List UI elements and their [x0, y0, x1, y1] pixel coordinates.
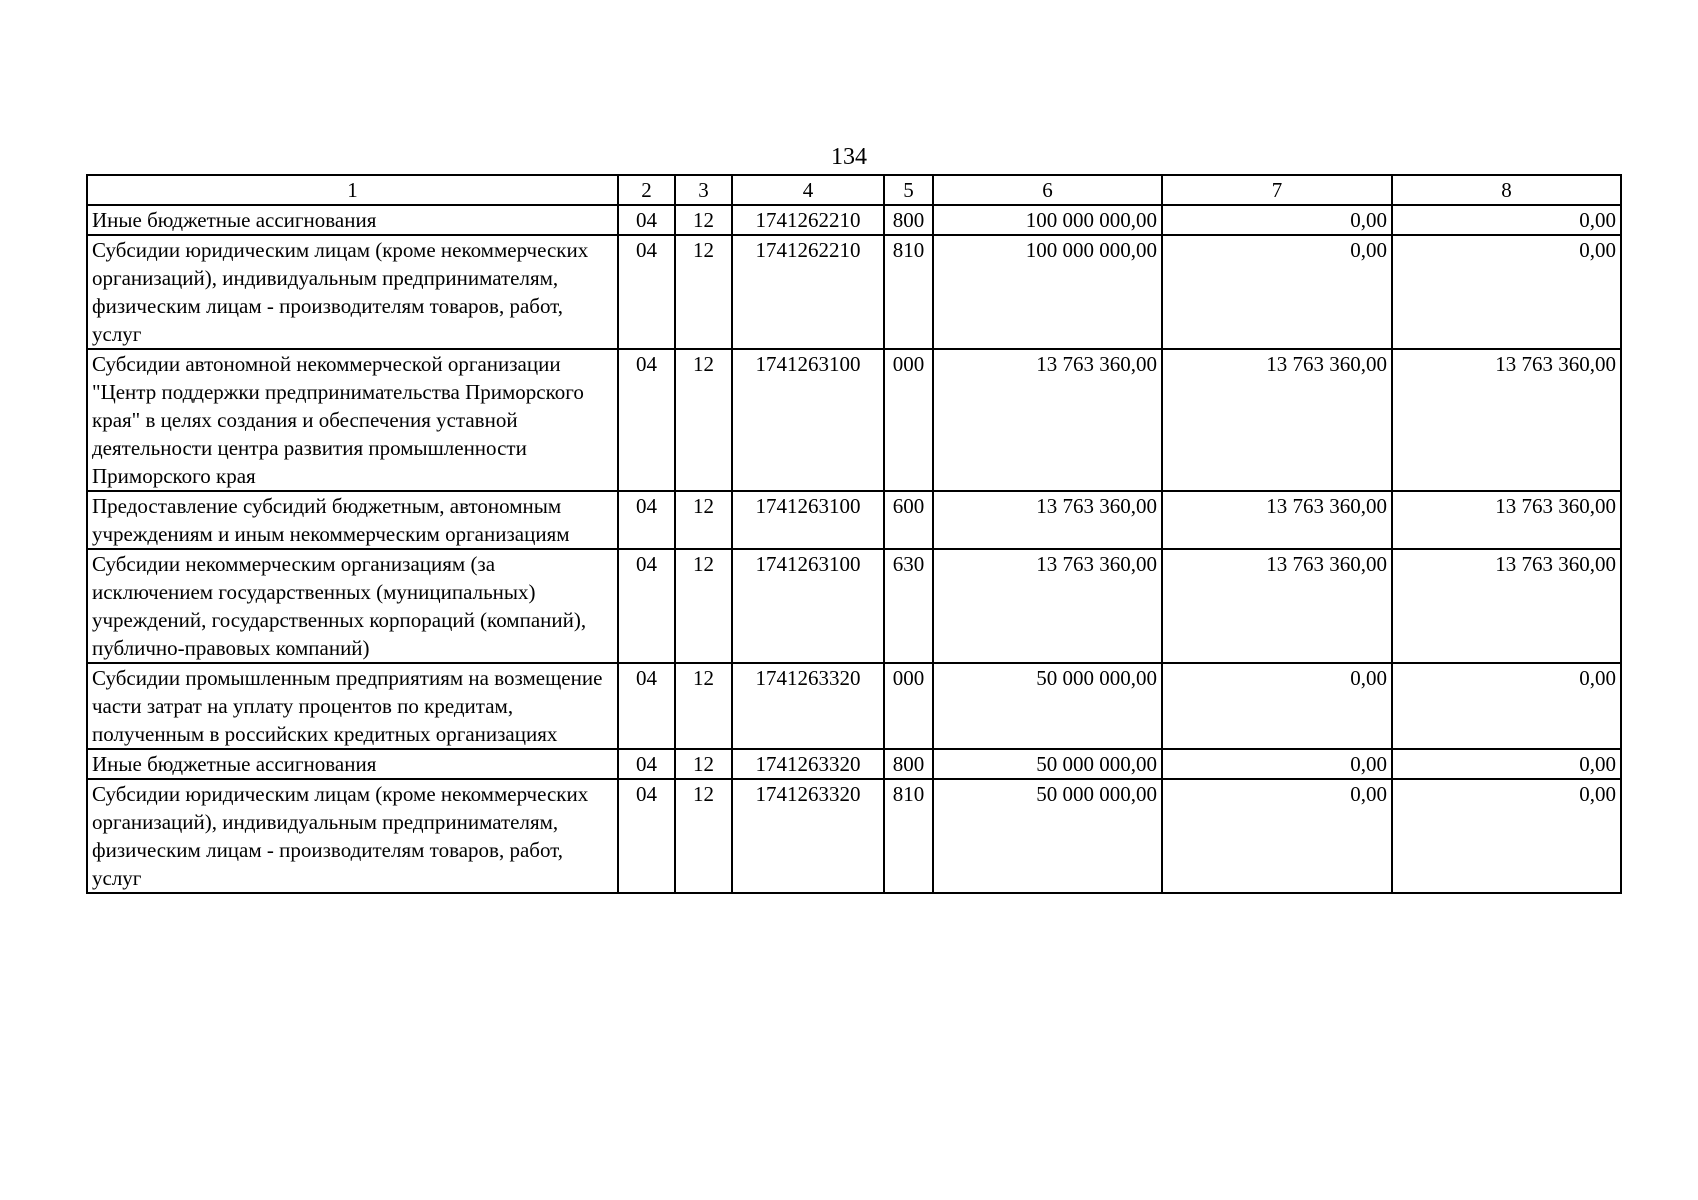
- amount-col-8: 0,00: [1392, 779, 1621, 893]
- subsection-code: 12: [675, 549, 732, 663]
- section-code: 04: [618, 491, 675, 549]
- table-row: [87, 779, 1621, 893]
- amount-col-8: 0,00: [1392, 749, 1621, 779]
- amount-col-7: 13 763 360,00: [1162, 491, 1392, 549]
- table-row: [87, 205, 1621, 235]
- table-row: [87, 663, 1621, 749]
- row-name: Субсидии юридическим лицам (кроме некоммерческих организаций), индивидуальным предпринимателям, физическим лицам - производителям товаров, работ, услуг: [87, 779, 618, 893]
- amount-col-6: 13 763 360,00: [933, 491, 1162, 549]
- amount-col-7: 0,00: [1162, 779, 1392, 893]
- row-name: Иные бюджетные ассигнования: [87, 749, 618, 779]
- target-article-code: 1741262210: [732, 205, 884, 235]
- amount-col-6: 13 763 360,00: [933, 349, 1162, 491]
- section-code: 04: [618, 549, 675, 663]
- section-code: 04: [618, 235, 675, 349]
- table-row: [87, 235, 1621, 349]
- column-header-8: 8: [1392, 175, 1621, 205]
- expense-type-code: 630: [884, 549, 933, 663]
- amount-col-6: 50 000 000,00: [933, 749, 1162, 779]
- subsection-code: 12: [675, 205, 732, 235]
- column-header-3: 3: [675, 175, 732, 205]
- row-name: Субсидии промышленным предприятиям на возмещение части затрат на уплату процентов по кредитам, полученным в российских кредитных организациях: [87, 663, 618, 749]
- amount-col-8: 0,00: [1392, 235, 1621, 349]
- table-row: [87, 549, 1621, 663]
- expense-type-code: 810: [884, 235, 933, 349]
- section-code: 04: [618, 205, 675, 235]
- amount-col-7: 0,00: [1162, 749, 1392, 779]
- amount-col-8: 13 763 360,00: [1392, 491, 1621, 549]
- column-header-7: 7: [1162, 175, 1392, 205]
- expense-type-code: 810: [884, 779, 933, 893]
- page-number: 134: [831, 144, 867, 170]
- subsection-code: 12: [675, 779, 732, 893]
- amount-col-7: 0,00: [1162, 235, 1392, 349]
- section-code: 04: [618, 779, 675, 893]
- row-name: Предоставление субсидий бюджетным, автономным учреждениям и иным некоммерческим организациям: [87, 491, 618, 549]
- target-article-code: 1741263320: [732, 749, 884, 779]
- column-header-2: 2: [618, 175, 675, 205]
- target-article-code: 1741263320: [732, 779, 884, 893]
- expense-type-code: 000: [884, 663, 933, 749]
- amount-col-8: 0,00: [1392, 205, 1621, 235]
- subsection-code: 12: [675, 235, 732, 349]
- target-article-code: 1741263100: [732, 491, 884, 549]
- target-article-code: 1741263320: [732, 663, 884, 749]
- expense-type-code: 800: [884, 205, 933, 235]
- target-article-code: 1741263100: [732, 349, 884, 491]
- row-name: Субсидии юридическим лицам (кроме некоммерческих организаций), индивидуальным предпринимателям, физическим лицам - производителям товаров, работ, услуг: [87, 235, 618, 349]
- target-article-code: 1741263100: [732, 549, 884, 663]
- subsection-code: 12: [675, 663, 732, 749]
- amount-col-7: 13 763 360,00: [1162, 549, 1392, 663]
- expense-type-code: 800: [884, 749, 933, 779]
- amount-col-6: 100 000 000,00: [933, 235, 1162, 349]
- amount-col-7: 0,00: [1162, 663, 1392, 749]
- section-code: 04: [618, 349, 675, 491]
- expense-type-code: 000: [884, 349, 933, 491]
- target-article-code: 1741262210: [732, 235, 884, 349]
- amount-col-7: 0,00: [1162, 205, 1392, 235]
- amount-col-7: 13 763 360,00: [1162, 349, 1392, 491]
- table-row: [87, 749, 1621, 779]
- header-row: [87, 175, 1621, 205]
- table-row: [87, 491, 1621, 549]
- amount-col-8: 0,00: [1392, 663, 1621, 749]
- column-header-6: 6: [933, 175, 1162, 205]
- table-row: [87, 349, 1621, 491]
- row-name: Иные бюджетные ассигнования: [87, 205, 618, 235]
- amount-col-6: 100 000 000,00: [933, 205, 1162, 235]
- column-header-4: 4: [732, 175, 884, 205]
- subsection-code: 12: [675, 349, 732, 491]
- amount-col-6: 50 000 000,00: [933, 663, 1162, 749]
- subsection-code: 12: [675, 749, 732, 779]
- amount-col-8: 13 763 360,00: [1392, 549, 1621, 663]
- column-header-5: 5: [884, 175, 933, 205]
- budget-table: [86, 174, 1622, 894]
- row-name: Субсидии автономной некоммерческой организации "Центр поддержки предпринимательства Приморского края" в целях создания и обеспечения уставной деятельности центра развития промышленности Приморского края: [87, 349, 618, 491]
- amount-col-8: 13 763 360,00: [1392, 349, 1621, 491]
- column-header-1: 1: [87, 175, 618, 205]
- section-code: 04: [618, 749, 675, 779]
- amount-col-6: 13 763 360,00: [933, 549, 1162, 663]
- row-name: Субсидии некоммерческим организациям (за исключением государственных (муниципальных) учреждений, государственных корпораций (компаний), публично-правовых компаний): [87, 549, 618, 663]
- expense-type-code: 600: [884, 491, 933, 549]
- amount-col-6: 50 000 000,00: [933, 779, 1162, 893]
- section-code: 04: [618, 663, 675, 749]
- subsection-code: 12: [675, 491, 732, 549]
